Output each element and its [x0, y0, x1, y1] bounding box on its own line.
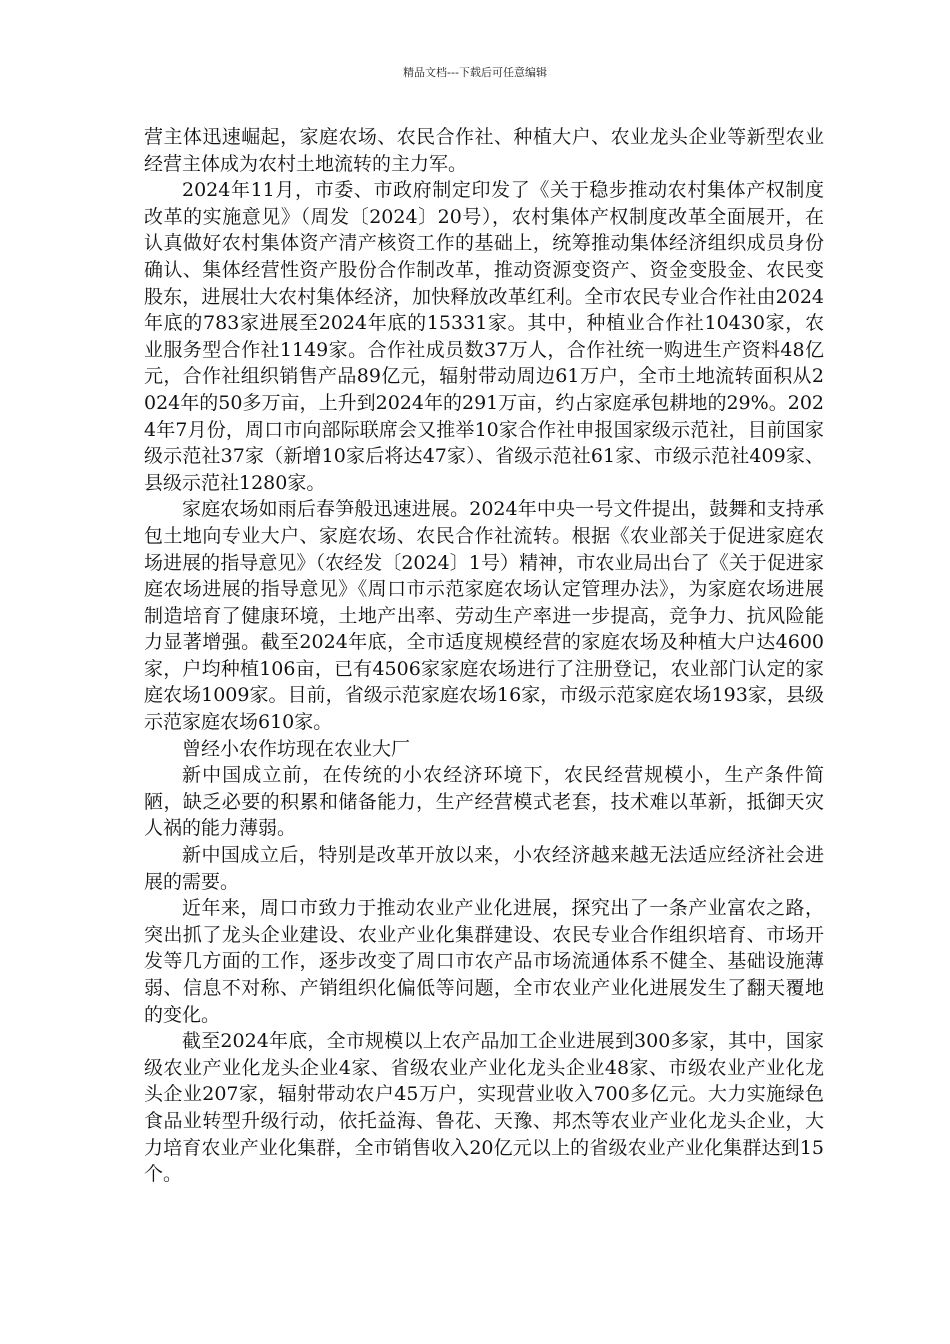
paragraph-3: 家庭农场如雨后春笋般迅速进展。2024年中央一号文件提出，鼓舞和支持承包土地向专业大户、家庭农场、农民合作社流转。根据《农业部关于促进家庭农场进展的指导意见》（农经发〔2024〕1号）精神，市农业局出台了《关于促进家庭农场进展的指导意见》《周口市示范家庭农场认定管理办法》，为家庭农场进展制造培育了健康环境，土地产出率、劳动生产率进一步提高，竞争力、抗风险能力显著增强。截至2024年底，全市适度规模经营的家庭农场及种植大户达4600家，户均种植106亩，已有4506家家庭农场进行了注册登记，农业部门认定的家庭农场1009家。目前，省级示范家庭农场16家，市级示范家庭农场193家，县级示范家庭农场610家。: [144, 498, 824, 734]
paragraph-2: 2024年11月，市委、市政府制定印发了《关于稳步推动农村集体产权制度改革的实施意见》（周发〔2024〕20号），农村集体产权制度改革全面展开，在认真做好农村集体资产清产核资工作的基础上，统筹推动集体经济组织成员身份确认、集体经营性资产股份合作制改革，推动资源变资产、资金变股金、农民变股东，进展壮大农村集体经济，加快释放改革红利。全市农民专业合作社由2024年底的783家进展至2024年底的15331家。其中，种植业合作社10430家，农业服务型合作社1149家。合作社成员数37万人，合作社统一购进生产资料48亿元，合作社组织销售产品89亿元，辐射带动周边61万户，全市土地流转面积从2024年的50多万亩，上升到2024年的291万亩，约占家庭承包耕地的29%。2024年7月份，周口市向部际联席会又推举10家合作社申报国家级示范社，目前国家级示范社37家（新增10家后将达47家）、省级示范社61家、市级示范社409家、县级示范社1280家。: [144, 179, 824, 494]
section-heading: 曾经小农作坊现在农业大厂: [182, 737, 411, 760]
document-body: [144, 124, 824, 1188]
paragraph-5: 新中国成立后，特别是改革开放以来，小农经济越来越无法适应经济社会进展的需要。: [144, 844, 824, 893]
paragraph-7: 截至2024年底，全市规模以上农产品加工企业进展到300多家，其中，国家级农业产业化龙头企业4家、省级农业产业化龙头企业48家、市级农业产业化龙头企业207家，辐射带动农户45万户，实现营业收入700多亿元。大力实施绿色食品业转型升级行动，依托益海、鲁花、天豫、邦杰等农业产业化龙头企业，大力培育农业产业化集群，全市销售收入20亿元以上的省级农业产业化集群达到15个。: [144, 1030, 824, 1186]
page-header: 精品文档---下载后可任意编辑: [403, 66, 547, 79]
paragraph-4: 新中国成立前，在传统的小农经济环境下，农民经营规模小，生产条件简陋，缺乏必要的积累和储备能力，生产经营模式老套，技术难以革新，抵御天灾人祸的能力薄弱。: [144, 764, 824, 840]
paragraph-6: 近年来，周口市致力于推动农业产业化进展，探究出了一条产业富农之路，突出抓了龙头企业建设、农业产业化集群建设、农民专业合作组织培育、市场开发等几方面的工作，逐步改变了周口市农产品市场流通体系不健全、基础设施薄弱、信息不对称、产销组织化偏低等问题，全市农业产业化进展发生了翻天覆地的变化。: [144, 897, 824, 1026]
paragraph-1: 营主体迅速崛起，家庭农场、农民合作社、种植大户、农业龙头企业等新型农业经营主体成为农村土地流转的主力军。: [144, 126, 824, 175]
